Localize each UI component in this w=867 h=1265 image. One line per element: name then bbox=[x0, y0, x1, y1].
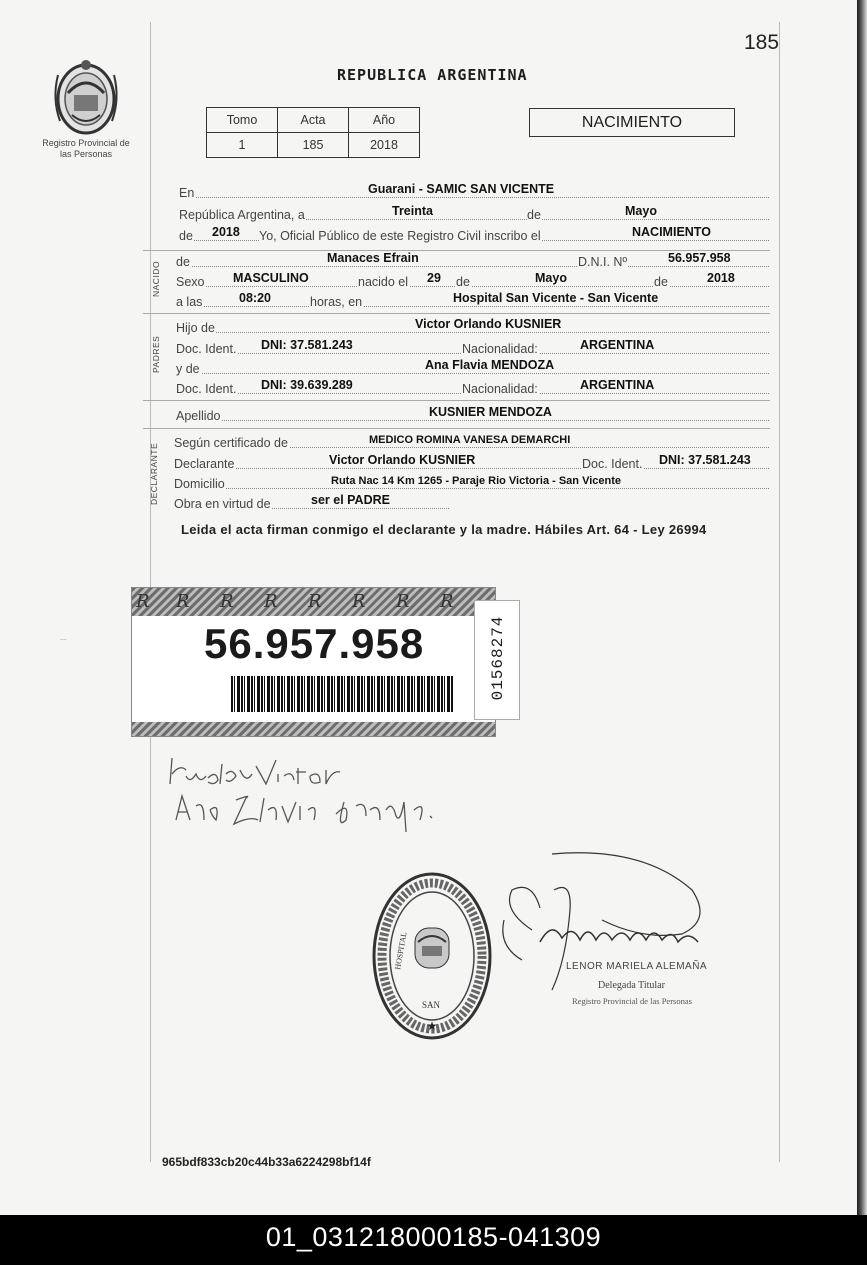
page-edge bbox=[857, 0, 867, 1215]
label-segun-certificado: Según certificado de bbox=[174, 436, 288, 450]
sticker-pattern-strip bbox=[132, 588, 495, 616]
value-ano: 2018 bbox=[349, 133, 420, 158]
strip-letter: R bbox=[440, 591, 454, 612]
row-father-doc bbox=[176, 339, 769, 359]
label-declarante: Declarante bbox=[174, 457, 235, 471]
row-place bbox=[179, 183, 769, 203]
official-office: Registro Provincial de las Personas bbox=[572, 996, 692, 1006]
field-mother-doc: DNI: 39.639.289 bbox=[261, 378, 353, 392]
strip-letter: R bbox=[308, 591, 322, 612]
label-de-5: de bbox=[654, 275, 668, 289]
signature-text-1: Kusnier Victor bbox=[60, 640, 67, 641]
divider bbox=[143, 313, 770, 314]
right-margin-line bbox=[779, 22, 780, 1162]
row-surname bbox=[176, 406, 769, 426]
label-nacido-el: nacido el bbox=[358, 275, 409, 289]
field-birth-year: 2018 bbox=[707, 271, 735, 285]
field-birth-time: 08:20 bbox=[239, 291, 271, 305]
row-mother bbox=[176, 359, 769, 379]
label-horas-en: horas, en bbox=[310, 295, 363, 309]
official-signature bbox=[492, 850, 742, 1000]
label-y-de: y de bbox=[176, 362, 200, 376]
row-father bbox=[176, 318, 769, 338]
footer-code: 01_031218000185-041309 bbox=[265, 1222, 602, 1252]
strip-letter: R bbox=[396, 591, 410, 612]
strip-letter: R bbox=[264, 591, 278, 612]
document-title: REPUBLICA ARGENTINA bbox=[337, 66, 528, 84]
label-doc-ident-3: Doc. Ident. bbox=[582, 457, 643, 471]
label-nacionalidad-2: Nacionalidad: bbox=[462, 382, 538, 396]
field-mother-name: Ana Flavia MENDOZA bbox=[425, 358, 555, 372]
label-obra-en-virtud: Obra en virtud de bbox=[174, 497, 271, 511]
field-place: Guarani - SAMIC SAN VICENTE bbox=[368, 182, 555, 196]
label-de-2: de bbox=[179, 229, 193, 243]
sticker-dni-number: 56.957.958 bbox=[204, 620, 425, 667]
field-birth-month: Mayo bbox=[535, 271, 567, 285]
stamp-center-top: HOSPITAL bbox=[393, 931, 409, 971]
row-address bbox=[174, 474, 769, 494]
row-declarant bbox=[174, 454, 769, 474]
field-father-nationality: ARGENTINA bbox=[580, 338, 655, 352]
stamp-star-icon: ★ bbox=[426, 1019, 438, 1033]
field-father-doc: DNI: 37.581.243 bbox=[261, 338, 353, 352]
dni-sticker bbox=[131, 587, 496, 737]
strip-letter: R bbox=[220, 591, 234, 612]
legal-note: Leida el acta firman conmigo el declarante y la madre. Hábiles Art. 64 - Ley 26994 bbox=[181, 522, 707, 537]
label-nacionalidad: Nacionalidad: bbox=[462, 342, 538, 356]
label-de: de bbox=[527, 208, 541, 222]
record-type-box: NACIMIENTO bbox=[529, 108, 735, 137]
section-padres: PADRES bbox=[151, 335, 161, 373]
label-republica: República Argentina, a bbox=[179, 208, 305, 222]
row-date bbox=[179, 205, 769, 225]
field-address: Ruta Nac 14 Km 1265 - Paraje Rio Victoria - San Vicente bbox=[331, 475, 621, 487]
section-nacido: NACIDO bbox=[151, 260, 161, 297]
registry-table bbox=[206, 107, 420, 158]
stamp-word-san: SAN bbox=[422, 1000, 441, 1010]
section-declarante: DECLARANTE bbox=[149, 442, 159, 505]
label-domicilio: Domicilio bbox=[174, 477, 225, 491]
field-sex: MASCULINO bbox=[233, 271, 309, 285]
row-certificate bbox=[174, 433, 769, 453]
label-apellido: Apellido bbox=[176, 409, 221, 423]
label-de-4: de bbox=[456, 275, 470, 289]
sticker-inner bbox=[146, 618, 480, 718]
strip-letter: R bbox=[352, 591, 366, 612]
field-surname: KUSNIER MENDOZA bbox=[429, 405, 552, 419]
barcode-icon bbox=[231, 676, 453, 712]
sticker-side-code bbox=[474, 600, 520, 720]
field-child-dni: 56.957.958 bbox=[668, 251, 731, 265]
label-de-3: de bbox=[176, 255, 190, 269]
row-mother-doc bbox=[176, 379, 769, 399]
label-doc-ident: Doc. Ident. bbox=[176, 342, 237, 356]
field-acting-as: ser el PADRE bbox=[311, 493, 390, 507]
row-time-place bbox=[176, 292, 769, 312]
field-day-words: Treinta bbox=[392, 204, 433, 218]
side-code-text: 01568274 bbox=[489, 615, 507, 701]
divider bbox=[143, 428, 770, 429]
label-en: En bbox=[179, 186, 195, 200]
field-father-name: Victor Orlando KUSNIER bbox=[415, 317, 562, 331]
document-hash: 965bdf833cb20c44b33a6224298bf14f bbox=[162, 1155, 371, 1169]
label-dni-no: D.N.I. Nº bbox=[578, 255, 628, 269]
row-acting-as bbox=[174, 494, 769, 514]
header-tomo: Tomo bbox=[207, 108, 278, 133]
row-registration bbox=[179, 226, 769, 246]
strip-letter: R bbox=[136, 591, 150, 612]
page-number: 185 bbox=[744, 31, 780, 54]
field-year: 2018 bbox=[212, 225, 240, 239]
header-acta: Acta bbox=[278, 108, 349, 133]
official-stamp-icon bbox=[370, 870, 494, 1042]
field-declarant-doc: DNI: 37.581.243 bbox=[659, 453, 751, 467]
row-child-name bbox=[176, 252, 769, 272]
label-sexo: Sexo bbox=[176, 275, 205, 289]
label-doc-ident-2: Doc. Ident. bbox=[176, 382, 237, 396]
divider bbox=[143, 400, 770, 401]
value-acta: 185 bbox=[278, 133, 349, 158]
label-yo-oficial: Yo, Oficial Público de este Registro Civil inscribo el bbox=[259, 229, 541, 243]
field-mother-nationality: ARGENTINA bbox=[580, 378, 655, 392]
field-child-name: Manaces Efrain bbox=[327, 251, 419, 265]
official-name: LENOR MARIELA ALEMAÑA bbox=[566, 961, 708, 972]
sticker-pattern-strip-bottom bbox=[132, 722, 495, 736]
label-a-las: a las bbox=[176, 295, 203, 309]
value-tomo: 1 bbox=[207, 133, 278, 158]
field-registered-as: NACIMIENTO bbox=[632, 225, 711, 239]
field-birth-place: Hospital San Vicente - San Vicente bbox=[453, 291, 659, 305]
official-title: Delegada Titular bbox=[598, 980, 665, 991]
field-birth-day: 29 bbox=[427, 271, 441, 285]
provincial-seal-icon bbox=[50, 55, 122, 137]
header-ano: Año bbox=[349, 108, 420, 133]
strip-letter: R bbox=[176, 591, 190, 612]
field-month: Mayo bbox=[625, 204, 657, 218]
label-hijo-de: Hijo de bbox=[176, 321, 215, 335]
field-certificate-by: MEDICO ROMINA VANESA DEMARCHI bbox=[369, 434, 571, 446]
field-declarant-name: Victor Orlando KUSNIER bbox=[329, 453, 476, 467]
row-sex-birth bbox=[176, 272, 769, 292]
registry-name: Registro Provincial de las Personas bbox=[42, 138, 130, 159]
